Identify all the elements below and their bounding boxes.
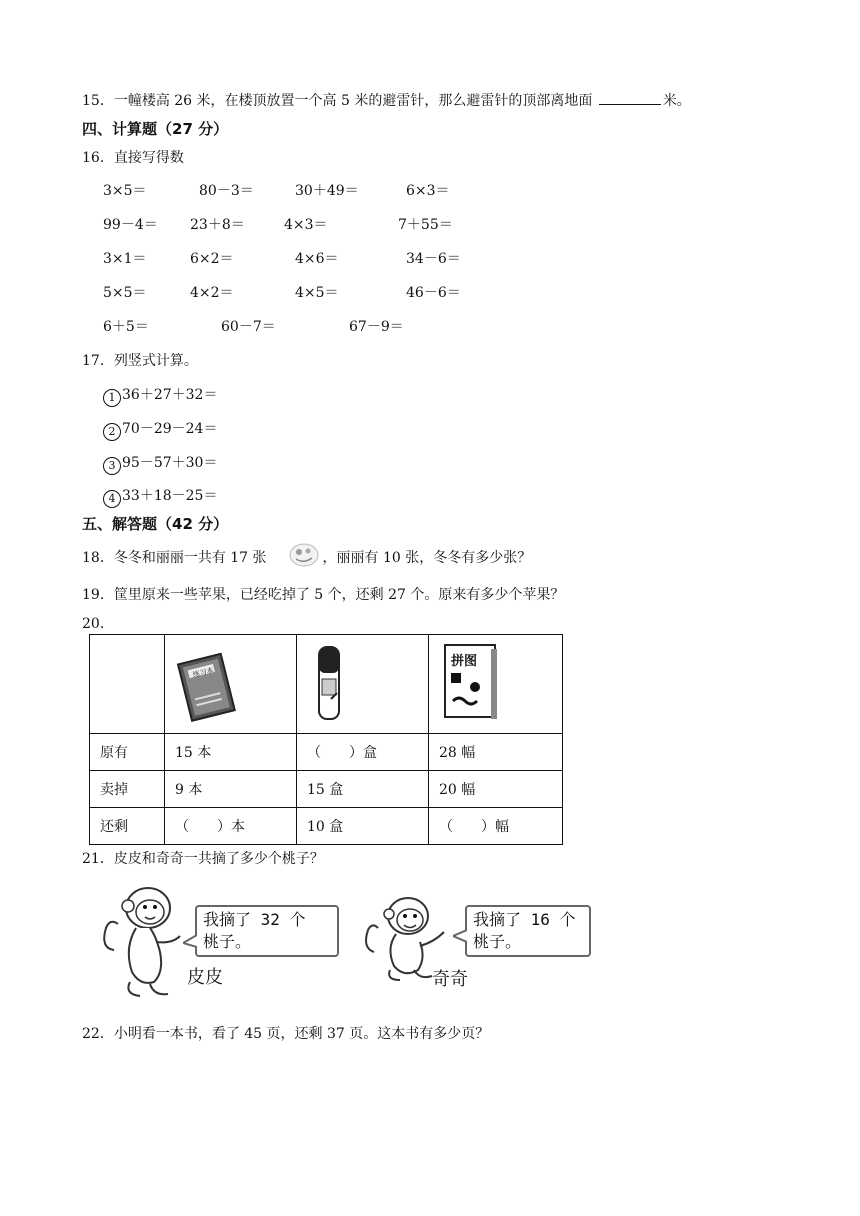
question-15: [82, 90, 691, 110]
table-cell: 原有: [90, 734, 165, 771]
question-text: 冬冬和丽丽一共有 17 张: [113, 550, 267, 566]
circled-number: 4: [103, 490, 121, 508]
question-number: 19．: [82, 587, 114, 603]
table-cell: 15 本: [165, 734, 297, 771]
table-cell[interactable]: （ ）本: [165, 808, 297, 845]
table-cell-empty: [90, 635, 165, 734]
exercise-book-icon: [165, 635, 296, 729]
question-number: 16．: [82, 150, 114, 166]
question-number: 17．: [82, 353, 114, 369]
table-cell: 还剩: [90, 808, 165, 845]
table-image-row: [90, 635, 563, 734]
crayon-box-icon: [297, 635, 428, 729]
vertical-calc-item: 2 70－29－24＝: [103, 418, 217, 441]
question-22: [82, 1023, 489, 1043]
calc-item: 6＋5＝: [103, 319, 149, 335]
character-name-qiqi: 奇奇: [432, 969, 468, 990]
calc-item: 67－9＝: [349, 319, 404, 335]
puzzle-box-icon: [429, 635, 562, 729]
question-number: 15．: [82, 93, 114, 109]
speech-bubble-qiqi: [465, 905, 591, 957]
image-label: 练习本: [192, 666, 215, 680]
table-cell: 9 本: [165, 771, 297, 808]
character-name-pipi: 皮皮: [187, 967, 223, 988]
speech-pointer: [183, 935, 197, 949]
image-label: 拼图: [451, 654, 478, 669]
question-title: 直接写得数: [113, 150, 184, 166]
table-cell: 卖掉: [90, 771, 165, 808]
calc-item: 4×2＝: [190, 285, 234, 301]
question-16: [82, 147, 184, 167]
table-cell-image: [297, 635, 429, 734]
table-row: [90, 771, 563, 808]
vertical-calc-item: 4 33＋18－25＝: [103, 485, 217, 508]
table-row: [90, 734, 563, 771]
speech-line: 桃子。: [473, 932, 522, 951]
sales-table: [89, 634, 563, 845]
question-text: 一幢楼高 26 米，在楼顶放置一个高 5 米的避雷针，那么避雷针的顶部离地面: [113, 93, 597, 109]
question-number: 21．: [82, 851, 114, 867]
table-cell: 15 盒: [297, 771, 429, 808]
calc-item: 80－3＝: [199, 183, 254, 199]
speech-line: 我摘了 16 个: [473, 910, 576, 929]
circled-number: 1: [103, 389, 121, 407]
calc-item: 4×6＝: [295, 251, 339, 267]
calc-item: 4×3＝: [284, 217, 328, 233]
calc-item: 3×5＝: [103, 183, 147, 199]
question-title: 列竖式计算。: [113, 353, 198, 369]
question-text: 小明看一本书，看了 45 页，还剩 37 页。这本书有多少页？: [113, 1026, 490, 1042]
question-17: [82, 350, 198, 370]
section-heading-5: 五、解答题（42 分）: [82, 515, 229, 533]
vertical-calc-item: 3 95－57＋30＝: [103, 452, 217, 475]
question-text: 皮皮和奇奇一共摘了多少个桃子？: [113, 851, 324, 867]
question-20: 20．: [82, 616, 114, 632]
table-cell: 10 盒: [297, 808, 429, 845]
table-row: [90, 808, 563, 845]
calc-item: 34－6＝: [406, 251, 461, 267]
calc-item: 3×1＝: [103, 251, 147, 267]
question-19: [82, 584, 564, 604]
answer-blank[interactable]: [599, 92, 661, 105]
circled-number: 3: [103, 457, 121, 475]
speech-line: 桃子。: [203, 932, 252, 951]
table-cell: 28 幅: [429, 734, 563, 771]
question-text: 筐里原来一些苹果，已经吃掉了 5 个，还剩 27 个。原来有多少个苹果？: [113, 587, 565, 603]
calc-item: 60－7＝: [221, 319, 276, 335]
calc-item: 5×5＝: [103, 285, 147, 301]
vertical-calc-item: 1 36＋27＋32＝: [103, 384, 217, 407]
calc-item: 7＋55＝: [398, 217, 453, 233]
calc-item: 4×5＝: [295, 285, 339, 301]
question-text-end: ，丽丽有 10 张，冬冬有多少张？: [322, 550, 532, 566]
section-heading-4: 四、计算题（27 分）: [82, 120, 229, 138]
calc-item: 46－6＝: [406, 285, 461, 301]
table-cell[interactable]: （ ）盒: [297, 734, 429, 771]
calc-item: 30＋49＝: [295, 183, 359, 199]
speech-line: 我摘了 32 个: [203, 910, 306, 929]
table-cell[interactable]: （ ）幅: [429, 808, 563, 845]
circled-number: 2: [103, 423, 121, 441]
table-cell-image: [165, 635, 297, 734]
calc-item: 6×3＝: [406, 183, 450, 199]
calc-item: 6×2＝: [190, 251, 234, 267]
question-text-end: 米。: [662, 93, 691, 109]
table-cell: 20 幅: [429, 771, 563, 808]
question-21: [82, 848, 324, 868]
monkey-pipi-illustration: [100, 880, 195, 1002]
question-number: 18．: [82, 550, 114, 566]
stamp-card-icon: [287, 541, 321, 569]
table-cell-image: [429, 635, 563, 734]
speech-bubble-pipi: [195, 905, 339, 957]
question-number: 22．: [82, 1026, 114, 1042]
speech-pointer: [453, 930, 467, 944]
calc-item: 23＋8＝: [190, 217, 245, 233]
calc-item: 99－4＝: [103, 217, 158, 233]
